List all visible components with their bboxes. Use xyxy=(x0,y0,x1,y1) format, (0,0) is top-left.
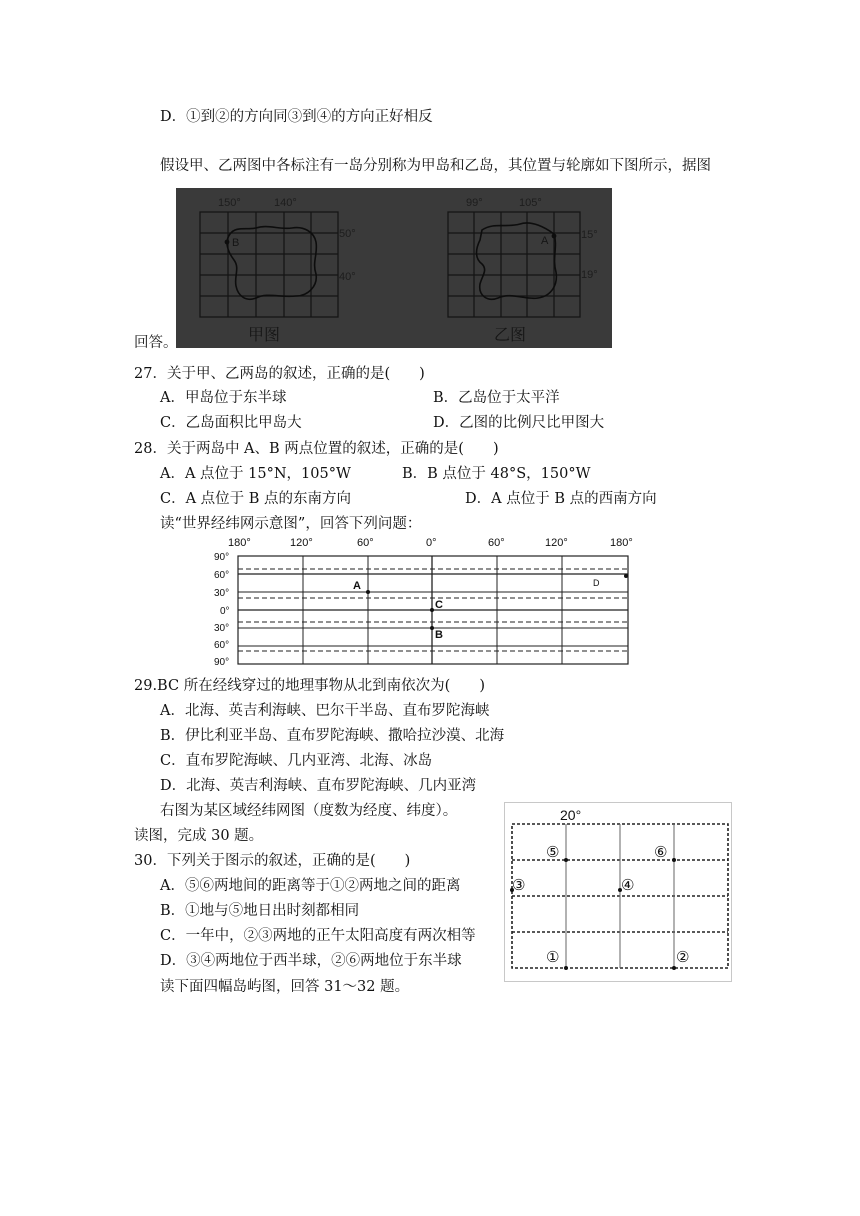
q28-stem: 28．关于两岛中 A、B 两点位置的叙述，正确的是( ) xyxy=(134,441,499,457)
q30-option-c: C．一年中，②③两地的正午太阳高度有两次相等 xyxy=(160,928,476,944)
world-lon-label-4: 0° xyxy=(426,537,437,549)
map-jia-lon-label-1: 150° xyxy=(218,197,241,209)
region-point-6: ⑥ xyxy=(654,844,668,861)
map-yi-caption: 乙图 xyxy=(494,327,527,344)
q28-option-b: B．B 点位于 48°S，150°W xyxy=(402,466,591,482)
region-grid-figure xyxy=(504,802,732,982)
intro-31: 读下面四幅岛屿图，回答 31～32 题。 xyxy=(160,979,410,995)
map-yi-lon-label-1: 99° xyxy=(466,197,483,209)
world-lat-label-2: 60° xyxy=(214,570,230,581)
world-point-d-marker xyxy=(624,574,628,578)
point-b-marker xyxy=(225,240,230,245)
world-grid-figure xyxy=(210,534,650,670)
map-jia-caption: 甲图 xyxy=(248,327,281,344)
island-maps-figure xyxy=(176,188,612,348)
world-point-a-marker xyxy=(366,590,370,594)
world-lon-label-6: 120° xyxy=(545,537,568,549)
q27-option-b: B．乙岛位于太平洋 xyxy=(433,390,560,406)
region-point-2: ② xyxy=(676,949,690,966)
world-grid-svg xyxy=(210,534,650,670)
q27-option-d: D．乙图的比例尺比甲图大 xyxy=(433,415,605,431)
q29-option-c: C．直布罗陀海峡、几内亚湾、北海、冰岛 xyxy=(160,753,433,769)
q29-stem: 29.BC 所在经线穿过的地理事物从北到南依次为( ) xyxy=(134,678,486,694)
world-lon-label-5: 60° xyxy=(488,537,505,549)
q28-option-a: A．A 点位于 15°N，105°W xyxy=(160,466,351,482)
intro-29: 读“世界经纬网示意图”，回答下列问题： xyxy=(160,516,422,532)
world-point-b-marker xyxy=(430,626,434,630)
world-point-a-label: A xyxy=(353,580,361,592)
map-yi-lat-label-2: 19° xyxy=(581,269,598,281)
intro-30-line1: 右图为某区域经纬网图（度数为经度、纬度）。 xyxy=(160,803,458,819)
region-point-1: ① xyxy=(546,949,560,966)
world-point-b-label: B xyxy=(435,629,443,641)
world-lat-label-7: 90° xyxy=(214,657,230,668)
intro-27-28-line2: 回答。 xyxy=(134,335,178,351)
map-jia-lat-label-2: 40° xyxy=(339,271,356,283)
q29-option-b: B．伊比利亚半岛、直布罗陀海峡、撒哈拉沙漠、北海 xyxy=(160,728,505,744)
world-lat-label-3: 30° xyxy=(214,588,230,599)
q27-stem: 27．关于甲、乙两岛的叙述，正确的是( ) xyxy=(134,366,425,382)
q30-stem: 30．下列关于图示的叙述，正确的是( ) xyxy=(134,853,411,869)
region-top-label: 20° xyxy=(560,807,582,823)
q29-option-a: A．北海、英吉利海峡、巴尔干半岛、直布罗陀海峡 xyxy=(160,703,490,719)
world-lat-label-1: 90° xyxy=(214,552,230,563)
q28-option-d: D．A 点位于 B 点的西南方向 xyxy=(465,491,657,507)
map-yi-lat-label-1: 15° xyxy=(581,229,598,241)
world-lon-label-7: 180° xyxy=(610,537,633,549)
world-lat-label-6: 60° xyxy=(214,640,230,651)
region-grid-svg xyxy=(504,802,732,982)
q27-option-a: A．甲岛位于东半球 xyxy=(160,390,287,406)
world-point-c-label: C xyxy=(435,599,443,611)
map-yi-point-label: A xyxy=(541,235,549,247)
map-jia-lat-label-1: 50° xyxy=(339,228,356,240)
q29-option-d: D．北海、英吉利海峡、直布罗陀海峡、几内亚湾 xyxy=(160,778,477,794)
world-lon-label-2: 120° xyxy=(290,537,313,549)
q27-option-c: C．乙岛面积比甲岛大 xyxy=(160,415,302,431)
q28-option-c: C．A 点位于 B 点的东南方向 xyxy=(160,491,352,507)
intro-30-line2: 读图，完成 30 题。 xyxy=(134,828,264,844)
q26-option-d: D．①到②的方向同③到④的方向正好相反 xyxy=(160,109,433,125)
region-point-4: ④ xyxy=(621,877,635,894)
region-point-5: ⑤ xyxy=(546,844,560,861)
q30-option-b: B．①地与⑤地日出时刻都相同 xyxy=(160,903,360,919)
world-point-c-marker xyxy=(430,608,434,612)
world-lon-label-3: 60° xyxy=(357,537,374,549)
point-a-marker xyxy=(552,234,557,239)
q30-option-d: D．③④两地位于西半球，②⑥两地位于东半球 xyxy=(160,953,462,969)
world-point-d-label: D xyxy=(593,578,600,588)
map-jia-lon-label-2: 140° xyxy=(274,197,297,209)
world-lon-label-1: 180° xyxy=(228,537,251,549)
map-yi-lon-label-2: 105° xyxy=(519,197,542,209)
q30-option-a: A．⑤⑥两地间的距离等于①②两地之间的距离 xyxy=(160,878,461,894)
region-point-3: ③ xyxy=(512,877,526,894)
map-jia-point-label: B xyxy=(232,237,240,249)
world-lat-label-5: 30° xyxy=(214,623,230,634)
world-lat-label-4: 0° xyxy=(220,606,230,617)
intro-27-28-line1: 假设甲、乙两图中各标注有一岛分别称为甲岛和乙岛，其位置与轮廓如下图所示，据图 xyxy=(160,158,711,174)
island-maps-svg xyxy=(176,188,612,348)
